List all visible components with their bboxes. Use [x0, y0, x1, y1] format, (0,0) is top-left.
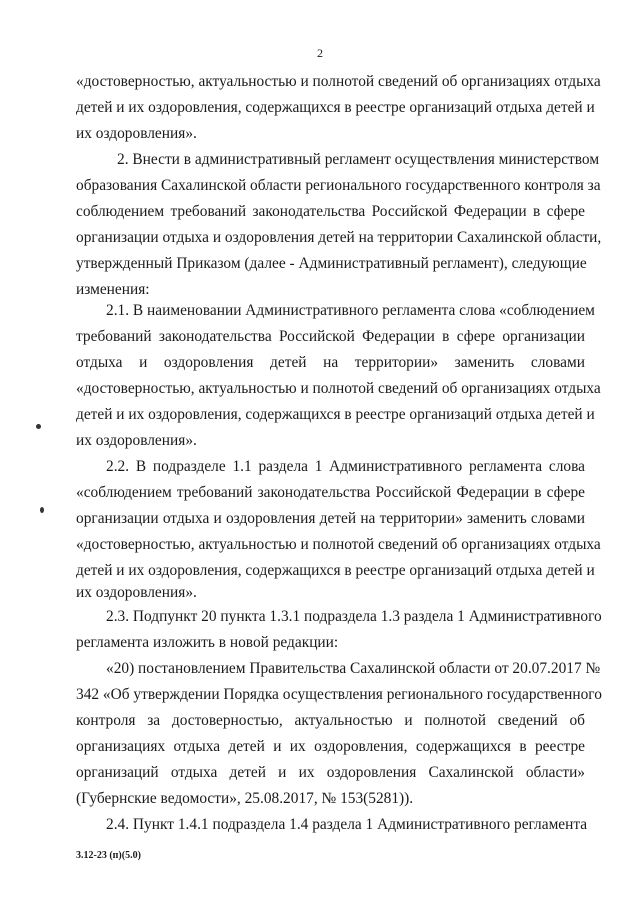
text-line: их оздоровления».	[76, 584, 197, 601]
text-line: образования Сахалинской области регионального государственного контроля за	[76, 177, 601, 194]
text-line: изменения:	[76, 281, 150, 298]
text-line: «достоверностью, актуальностью и полнотой сведений об организациях отдыха	[76, 536, 601, 553]
text-line: «достоверностью, актуальностью и полнотой сведений об организациях отдыха	[76, 380, 601, 397]
text-line: «20) постановлением Правительства Сахалинской области от 20.07.2017 №	[106, 660, 601, 677]
text-line: их оздоровления».	[76, 125, 197, 142]
text-line: организации отдыха и оздоровления детей на территории» заменить словами	[76, 510, 585, 527]
text-line: требований законодательства Российской Федерации в сфере организации	[76, 328, 585, 345]
text-line: 2.4. Пункт 1.4.1 подраздела 1.4 раздела 1 Административного регламента	[106, 816, 588, 833]
text-line: детей и их оздоровления, содержащихся в реестре организаций отдыха детей и	[76, 562, 595, 579]
page-number: 2	[317, 46, 323, 60]
text-line: их оздоровления».	[76, 432, 197, 449]
text-line: 2. Внести в административный регламент осуществления министерством	[117, 151, 600, 168]
text-line: детей и их оздоровления, содержащихся в реестре организаций отдыха детей и	[76, 99, 595, 116]
text-line: регламента изложить в новой редакции:	[76, 634, 339, 651]
text-line: отдыха и оздоровления детей на территории» заменить словами	[76, 354, 585, 371]
text-line: организации отдыха и оздоровления детей на территории Сахалинской области,	[76, 229, 602, 246]
text-line: (Губернские ведомости», 25.08.2017, № 153(5281)).	[76, 790, 414, 807]
scan-speck	[40, 507, 44, 513]
text-line: 2.1. В наименовании Административного регламента слова «соблюдением	[106, 302, 595, 319]
text-line: организациях отдыха детей и их оздоровления, содержащихся в реестре	[76, 738, 585, 755]
text-line: 342 «Об утверждении Порядка осуществления регионального государственного	[76, 686, 602, 703]
text-line: «достоверностью, актуальностью и полнотой сведений об организациях отдыха	[76, 73, 601, 90]
text-line: детей и их оздоровления, содержащихся в реестре организаций отдыха детей и	[76, 406, 595, 423]
text-line: утвержденный Приказом (далее - Административный регламент), следующие	[76, 255, 587, 272]
text-line: контроля за достоверностью, актуальностью и полнотой сведений об	[76, 712, 585, 729]
text-line: организаций отдыха детей и их оздоровления Сахалинской области»	[76, 764, 585, 781]
text-line: 2.3. Подпункт 20 пункта 1.3.1 подраздела 1.3 раздела 1 Административного	[106, 608, 602, 625]
scan-speck	[36, 424, 41, 429]
document-code: 3.12-23 (п)(5.0)	[76, 850, 141, 861]
text-line: соблюдением требований законодательства Российской Федерации в сфере	[76, 203, 585, 220]
text-line: 2.2. В подразделе 1.1 раздела 1 Административного регламента слова	[106, 458, 585, 475]
text-line: «соблюдением требований законодательства Российской Федерации в сфере	[76, 484, 585, 501]
